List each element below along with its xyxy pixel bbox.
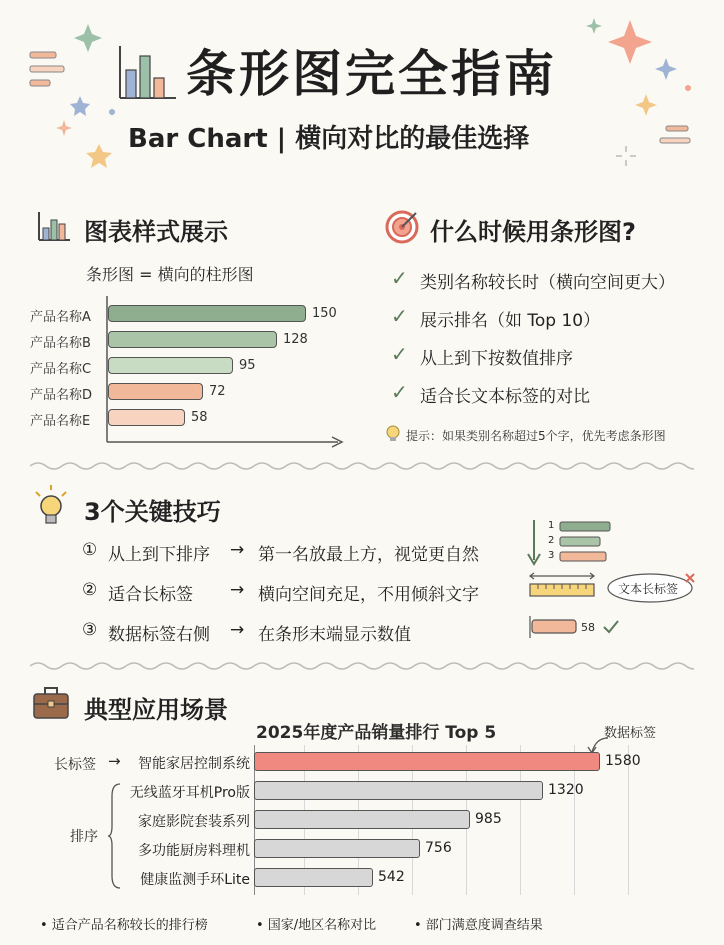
rank-label: 3 [548, 550, 555, 561]
bar-category-label: 智能家居控制系统 [138, 756, 250, 772]
bar-value-label: 150 [312, 306, 337, 321]
bar [254, 810, 470, 829]
bar-value-label: 72 [209, 384, 226, 399]
tip-desc: 第一名放最上方，视觉更自然 [258, 545, 479, 565]
bar-category-label: 多功能厨房料理机 [138, 843, 250, 859]
rank-label: 2 [548, 535, 555, 546]
bar-value-label: 756 [425, 840, 452, 856]
footer-item: • 部门满意度调查结果 [414, 918, 543, 933]
tip-name: 数据标签右侧 [108, 625, 210, 645]
when-item: 类别名称较长时（横向空间更大） [420, 273, 675, 293]
bar-category-label: 产品名称A [30, 310, 91, 325]
when-tip: 提示：如果类别名称超过5个字，优先考虑条形图 [406, 429, 666, 443]
wavy-divider [30, 660, 694, 672]
tip-number: ③ [82, 620, 98, 640]
bar-value-label: 95 [239, 358, 256, 373]
rank-label: 1 [548, 520, 555, 531]
when-item: 从上到下按数值排序 [420, 349, 573, 369]
bar [108, 357, 233, 374]
check-icon: ✓ [391, 380, 408, 404]
bar [108, 331, 277, 348]
tip-name: 适合长标签 [108, 585, 193, 605]
tip-number: ① [82, 540, 98, 560]
tip-desc: 横向空间充足，不用倾斜文字 [258, 585, 479, 605]
bar-value-label: 58 [191, 410, 208, 425]
bar-category-label: 产品名称D [30, 388, 93, 403]
bar [108, 305, 306, 322]
data-label-annotation: 数据标签 [604, 726, 657, 741]
when-item: 展示排名（如 Top 10） [420, 311, 601, 331]
ruler-icon [526, 570, 706, 610]
long-label-annotation: 长标签 [54, 757, 96, 773]
briefcase-icon [32, 686, 70, 720]
target-icon [384, 208, 420, 244]
app-section-title: 典型应用场景 [84, 696, 228, 724]
check-icon: ✓ [391, 304, 408, 328]
wavy-divider [30, 460, 694, 472]
when-section-title: 什么时候用条形图? [430, 218, 636, 246]
bar-category-label: 产品名称E [30, 414, 91, 429]
lightbulb-icon [32, 484, 70, 528]
tip-number: ② [82, 580, 98, 600]
sort-annotation: 排序 [70, 829, 98, 845]
tip-arrow: → [230, 620, 245, 640]
bar [108, 383, 203, 400]
footer-item: • 国家/地区名称对比 [256, 918, 377, 933]
bar [254, 839, 420, 858]
bar-category-label: 家庭影院套装系列 [138, 814, 250, 830]
lightbulb-icon [384, 424, 402, 444]
bar-value-label: 1580 [605, 753, 641, 769]
tip-arrow: → [230, 580, 245, 600]
bar-category-label: 产品名称C [30, 362, 92, 377]
tip-desc: 在条形末端显示数值 [258, 625, 411, 645]
bar-value-label: 1320 [548, 782, 584, 798]
bar [254, 868, 373, 887]
tip-name: 从上到下排序 [108, 545, 210, 565]
check-icon: ✓ [391, 266, 408, 290]
page-subtitle: Bar Chart | 横向对比的最佳选择 [128, 124, 530, 154]
bar-value-label: 985 [475, 811, 502, 827]
bar-category-label: 健康监测手环Lite [140, 872, 250, 888]
tip-arrow: → [230, 540, 245, 560]
sort-brace-icon [108, 782, 122, 890]
style-section-title: 图表样式展示 [84, 218, 228, 246]
style-chart-title: 条形图 = 横向的柱形图 [86, 265, 254, 284]
app-chart-title: 2025年度产品销量排行 Top 5 [256, 723, 497, 743]
tips-section-title: 3个关键技巧 [84, 498, 221, 526]
bar-value-label: 128 [283, 332, 308, 347]
check-icon: ✓ [391, 342, 408, 366]
bar [108, 409, 185, 426]
when-item: 适合长文本标签的对比 [420, 387, 590, 407]
page-title: 条形图完全指南 [186, 45, 557, 103]
value-label: 58 [581, 621, 595, 634]
annotation-arrow: → [108, 752, 121, 770]
bar-category-label: 产品名称B [30, 336, 91, 351]
bar [254, 752, 600, 771]
bar-category-label: 无线蓝牙耳机Pro版 [129, 785, 250, 801]
long-label-bubble: 文本长标签 [618, 582, 679, 596]
footer-item: • 适合产品名称较长的排行榜 [40, 918, 208, 933]
bar [254, 781, 543, 800]
bar-value-label: 542 [378, 869, 405, 885]
sort-down-illustration [524, 516, 624, 570]
